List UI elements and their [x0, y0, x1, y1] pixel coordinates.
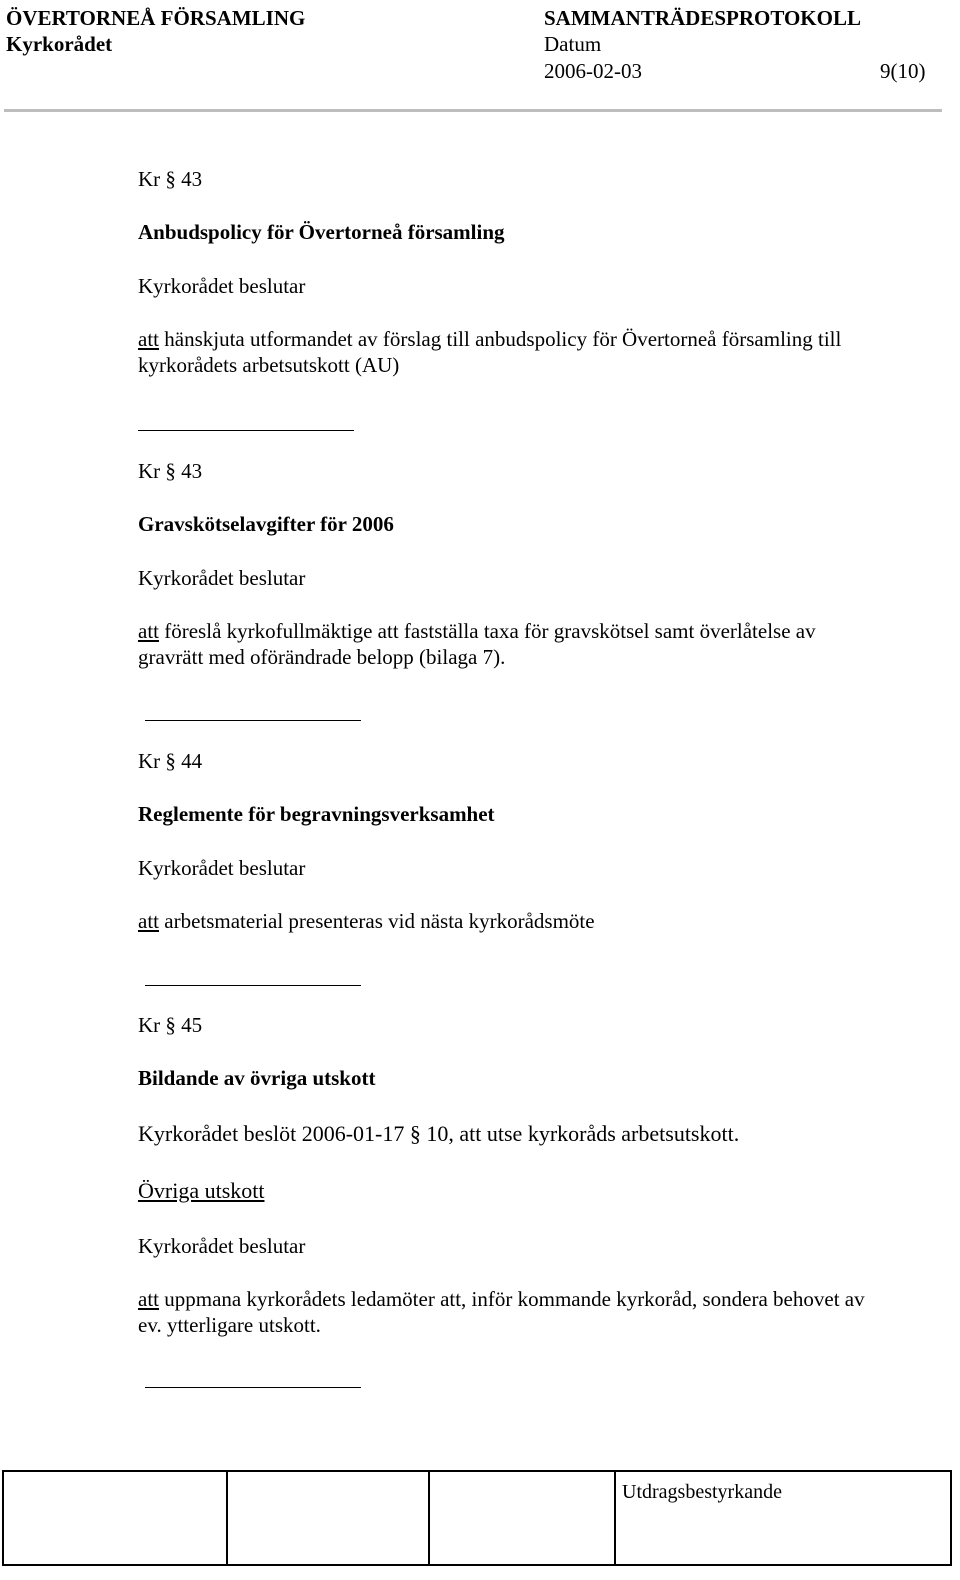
section-separator: [145, 720, 361, 721]
decision-line: kyrkorådets arbetsutskott (AU): [138, 353, 400, 377]
section-title: Gravskötselavgifter för 2006: [138, 512, 394, 536]
section-title: Anbudspolicy för Övertorneå församling: [138, 220, 505, 244]
section-separator: [145, 985, 361, 986]
decision-text: [138, 908, 595, 935]
att-keyword: att: [138, 909, 159, 933]
prior-decision: Kyrkorådet beslöt 2006-01-17 § 10, att utse kyrkoråds arbetsutskott.: [138, 1121, 740, 1146]
section-title: Reglemente för begravningsverksamhet: [138, 802, 495, 826]
attest-cell: [615, 1471, 951, 1565]
att-keyword: att: [138, 1287, 159, 1311]
signature-table: [2, 1470, 952, 1566]
section-ref: Kr § 43: [138, 167, 203, 191]
subheading: Övriga utskott: [138, 1178, 265, 1203]
decision-text: [138, 326, 841, 353]
section-separator: [138, 430, 354, 431]
decision-line: ev. ytterligare utskott.: [138, 1313, 321, 1337]
meeting-date: 2006-02-03: [544, 59, 642, 83]
att-keyword: att: [138, 327, 159, 351]
signature-cell: [227, 1471, 429, 1565]
decision-line: uppmana kyrkorådets ledamöter att, inför kommande kyrkoråd, sondera behovet av: [159, 1287, 865, 1311]
decision-text: [138, 618, 816, 645]
org-name: ÖVERTORNEÅ FÖRSAMLING: [6, 6, 306, 30]
decision-intro: Kyrkorådet beslutar: [138, 566, 306, 590]
section-title: Bildande av övriga utskott: [138, 1066, 376, 1090]
signature-cell: [429, 1471, 615, 1565]
section-ref: Kr § 45: [138, 1013, 203, 1037]
document-type: SAMMANTRÄDESPROTOKOLL: [544, 6, 861, 30]
signature-cell: [3, 1471, 227, 1565]
decision-line: hänskjuta utformandet av förslag till anbudspolicy för Övertorneå församling till: [159, 327, 842, 351]
decision-intro: Kyrkorådet beslutar: [138, 1234, 306, 1258]
section-separator: [145, 1387, 361, 1388]
decision-intro: Kyrkorådet beslutar: [138, 274, 306, 298]
decision-text: [138, 1286, 865, 1313]
decision-intro: Kyrkorådet beslutar: [138, 856, 306, 880]
section-ref: Kr § 43: [138, 459, 203, 483]
page-number: 9(10): [880, 59, 926, 83]
attest-label: Utdragsbestyrkande: [622, 1481, 782, 1503]
decision-line: föreslå kyrkofullmäktige att fastställa taxa för gravskötsel samt överlåtelse av: [159, 619, 816, 643]
decision-line: arbetsmaterial presenteras vid nästa kyrkorådsmöte: [159, 909, 595, 933]
date-label: Datum: [544, 32, 602, 56]
header-rule: [4, 109, 942, 112]
dept-name: Kyrkorådet: [6, 32, 113, 56]
section-ref: Kr § 44: [138, 749, 203, 773]
decision-line: gravrätt med oförändrade belopp (bilaga 7).: [138, 645, 506, 669]
att-keyword: att: [138, 619, 159, 643]
